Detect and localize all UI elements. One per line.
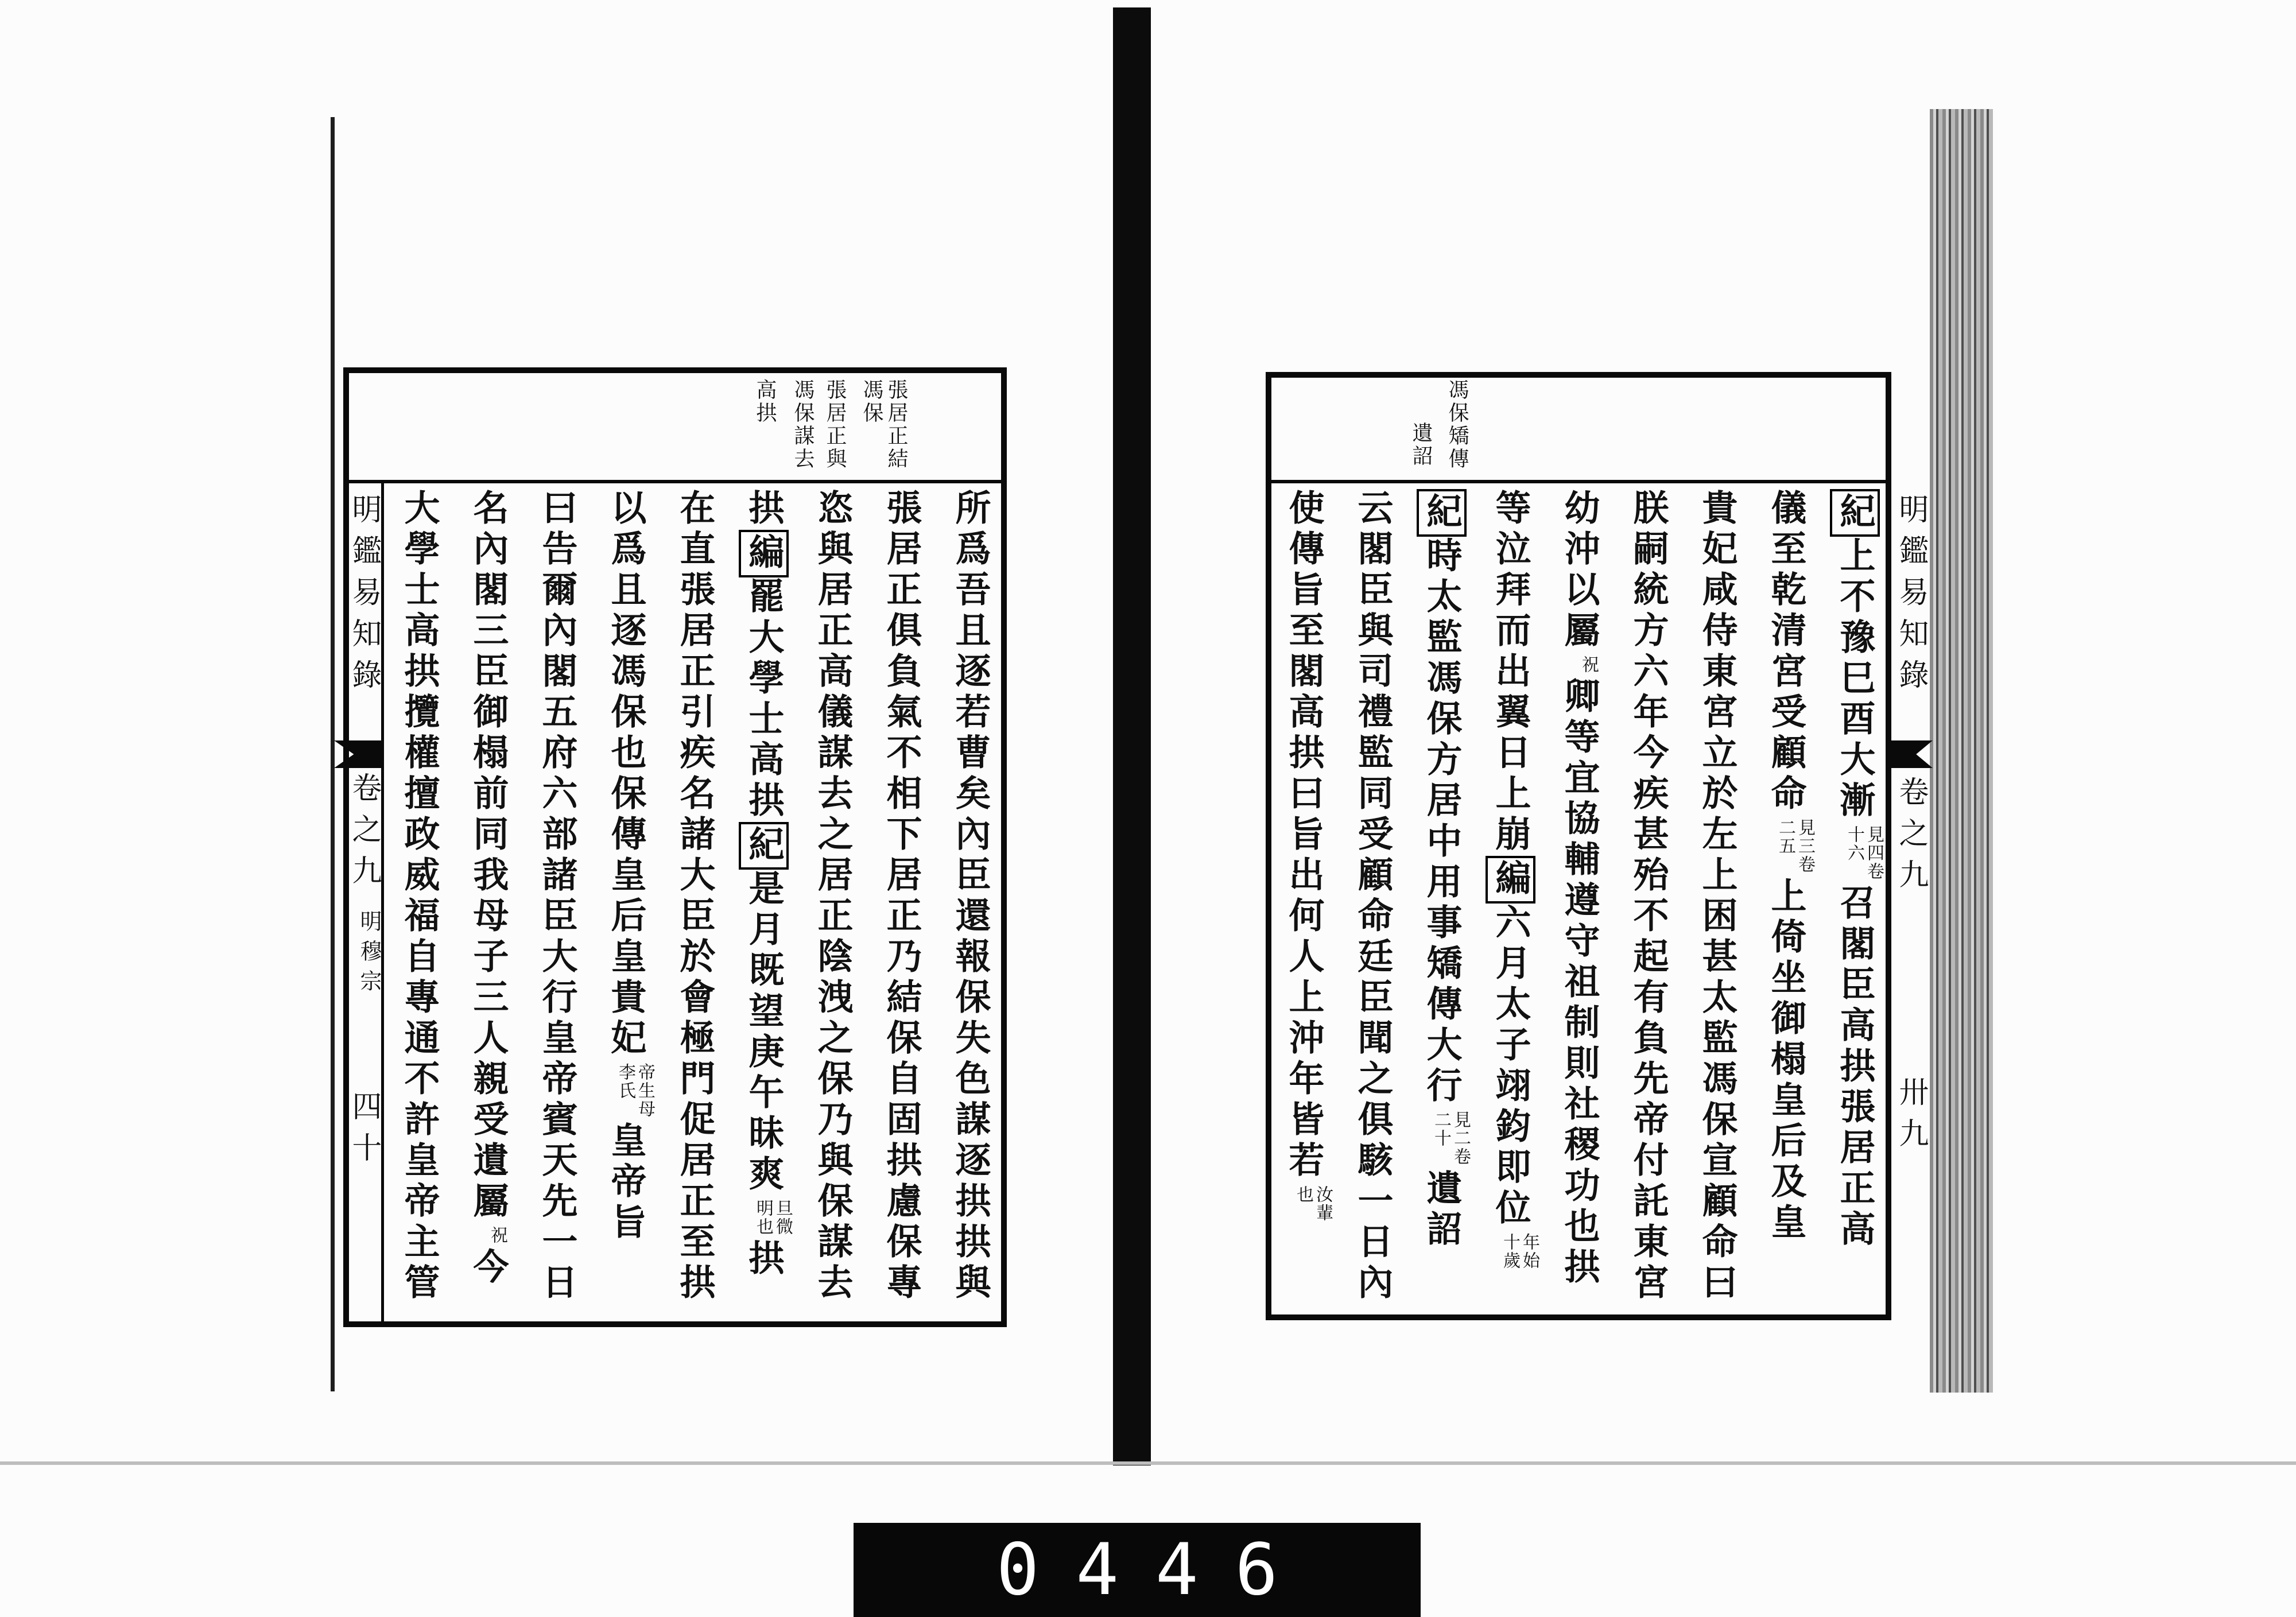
boxed-section-marker: 紀 (1830, 489, 1880, 537)
interlinear-note (615, 1063, 654, 1118)
text-run: 曰告爾內閣五府六部諸臣大行皇帝賓天先一日 (536, 489, 578, 1304)
interlinear-note (1431, 1111, 1470, 1166)
text-run: 大學士高拱攬權擅政威福自專通不許皇帝主管 (398, 489, 440, 1304)
text-column (1338, 489, 1407, 1316)
note-line: 年始 (1519, 1233, 1539, 1270)
note-line: 也 (1293, 1185, 1313, 1204)
note-line: 見二卷 (1450, 1111, 1471, 1166)
text-run: 名內閣三臣御榻前同我母子三人親受遺屬 (467, 489, 509, 1223)
note-line: 二五 (1775, 819, 1795, 855)
text-run: 罷大學士高拱 (743, 577, 785, 822)
text-run: 六月太子翊鈞即位 (1490, 903, 1531, 1230)
text-column (1820, 489, 1889, 1316)
note-line: 見三卷 (1795, 819, 1815, 874)
text-column (1407, 489, 1476, 1316)
text-run: 拱 (743, 1239, 785, 1280)
text-run: 卿等宜協輔遵守祖制則社稷功也拱 (1558, 677, 1600, 1289)
text-column (385, 489, 453, 1323)
boxed-section-marker: 紀 (1417, 489, 1467, 537)
text-run: 時太監馮保方居中用事矯傳大行 (1421, 537, 1463, 1107)
interlinear-note (1500, 1233, 1539, 1270)
note-line: 祝 (487, 1226, 507, 1244)
right-page-text (1269, 489, 1889, 1316)
left-header-note-line: 馮保謀去 (791, 379, 815, 471)
book-gutter (1113, 7, 1151, 1465)
text-run: 使傳旨至閣高拱曰旨出何人上沖年皆若 (1283, 489, 1325, 1182)
note-line: 十六 (1844, 825, 1864, 862)
right-banxin-page-number: 卅九 (1894, 1076, 1928, 1159)
text-run: 朕嗣統方六年今疾甚殆不起有負先帝付託東宮 (1627, 489, 1669, 1304)
left-fishtail-mark (334, 740, 383, 768)
interlinear-note (753, 1199, 792, 1236)
left-header-note-line: 高拱 (753, 379, 777, 425)
text-run: 上倚坐御榻皇后及皇 (1765, 877, 1807, 1244)
text-column (936, 489, 1004, 1323)
text-column (1614, 489, 1682, 1316)
text-column (729, 489, 798, 1323)
note-line: 汝輩 (1313, 1185, 1333, 1222)
note-line: 見四卷 (1864, 825, 1884, 881)
text-run: 上不豫巳酉大漸 (1834, 537, 1876, 822)
note-line: 帝生母 (635, 1063, 655, 1118)
text-column (1751, 489, 1820, 1316)
text-run: 今 (467, 1248, 509, 1289)
note-line: 旦微 (773, 1199, 793, 1236)
left-banxin-title: 明鑑易知錄 (347, 494, 381, 700)
right-fishtail-mark (1891, 740, 1933, 768)
text-run: 貴妃咸侍東宮立於左上困甚太監馮保宣顧命曰 (1696, 489, 1738, 1304)
text-column (1269, 489, 1338, 1316)
text-run: 是月既望庚午昧爽 (743, 870, 785, 1196)
text-column (1682, 489, 1751, 1316)
note-line: 十歲 (1500, 1233, 1520, 1270)
interlinear-note (1844, 825, 1883, 881)
left-header-rule (346, 480, 1004, 483)
right-banxin-title: 明鑑易知錄 (1894, 494, 1928, 700)
right-header-note-line: 遺詔 (1409, 422, 1433, 468)
interlinear-note (487, 1226, 507, 1244)
text-run: 恣與居正高儀謀去之居正陰洩之保乃與保謀去 (812, 489, 854, 1304)
boxed-section-marker: 編 (739, 530, 789, 577)
table-edge (0, 1461, 2296, 1465)
left-banxin-volume: 卷之九 (347, 772, 381, 896)
text-run: 儀至乾清宮受顧命 (1765, 489, 1807, 815)
text-run: 云閣臣與司禮監同受顧命廷臣聞之俱駭一日內 (1352, 489, 1394, 1304)
text-run: 所爲吾且逐若曹矣內臣還報保失色謀逐拱拱與 (949, 489, 991, 1304)
left-header-note-line: 馮保 (860, 379, 883, 425)
frame-number: 0446 (996, 1529, 1315, 1611)
text-run: 張居正俱負氣不相下居正乃結保自固拱慮保專 (881, 489, 922, 1304)
left-page-edge (331, 117, 335, 1391)
text-column (522, 489, 591, 1323)
interlinear-note (1293, 1185, 1332, 1222)
boxed-section-marker: 編 (1486, 856, 1535, 903)
text-run: 遺詔 (1421, 1169, 1463, 1251)
left-banxin-reign: 明穆宗 (356, 910, 382, 999)
text-column (1545, 489, 1614, 1316)
text-column (1476, 489, 1545, 1316)
text-column (591, 489, 660, 1323)
text-column (660, 489, 729, 1323)
text-column (867, 489, 936, 1323)
left-banxin-page-number: 四十 (347, 1091, 381, 1173)
right-header-rule (1268, 480, 1889, 483)
interlinear-note (1775, 819, 1814, 874)
note-line: 二十 (1431, 1111, 1451, 1147)
text-run: 等泣拜而出翼日上崩 (1490, 489, 1531, 856)
left-header-note-line: 張居正與 (823, 379, 847, 471)
text-run: 在直張居正引疾名諸大臣於會極門促居正至拱 (674, 489, 716, 1304)
interlinear-note (1578, 656, 1598, 674)
text-column (798, 489, 867, 1323)
text-run: 召閣臣高拱張居正高 (1834, 884, 1876, 1251)
text-run: 幼沖以屬 (1558, 489, 1600, 652)
right-banxin-volume: 卷之九 (1894, 776, 1928, 900)
left-header-note-line: 張居正結 (885, 379, 908, 471)
left-page-text (385, 489, 1004, 1323)
note-line: 明也 (753, 1199, 773, 1236)
text-run: 皇帝旨 (605, 1122, 647, 1244)
text-run: 以爲且逐馮保也保傳皇后皇貴妃 (605, 489, 647, 1060)
text-run: 拱 (743, 489, 785, 530)
note-line: 李氏 (615, 1063, 635, 1100)
right-header-note-line: 馮保矯傳 (1445, 379, 1469, 471)
note-line: 祝 (1578, 656, 1599, 674)
text-column (453, 489, 522, 1323)
boxed-section-marker: 紀 (739, 822, 789, 870)
right-page-stack-edges (1930, 109, 1993, 1393)
